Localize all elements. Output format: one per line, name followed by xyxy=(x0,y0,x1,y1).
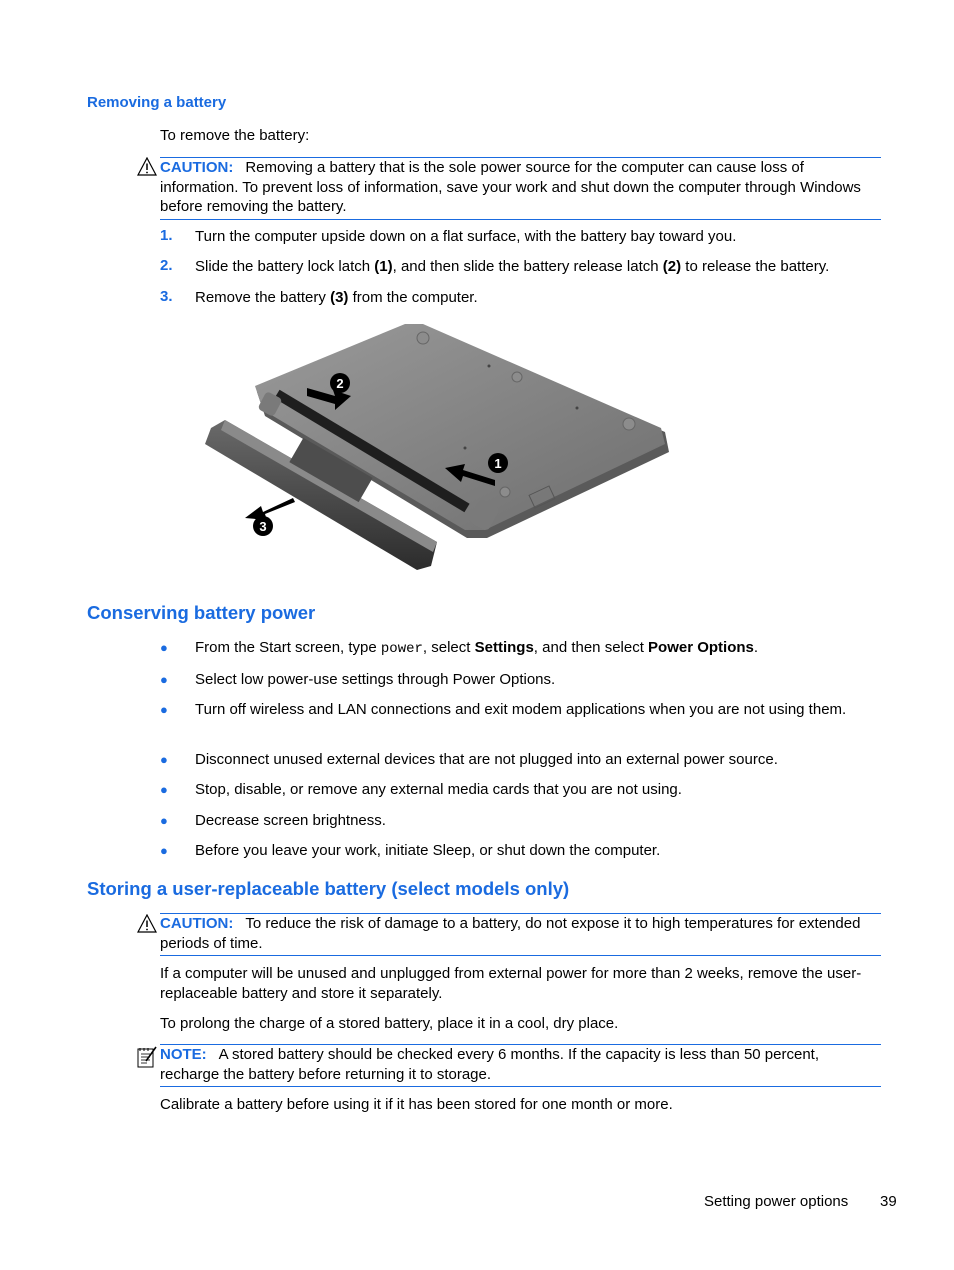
caution-label: CAUTION: xyxy=(160,915,234,932)
power-options-term: Power Options xyxy=(648,639,754,656)
step-text-part: , and then slide the battery release latch xyxy=(392,258,663,275)
step-text: Turn the computer upside down on a flat surface, with the battery bay toward you. xyxy=(195,228,737,245)
bullet-item: Disconnect unused external devices that are not plugged into an external power source. xyxy=(195,751,778,768)
step-text xyxy=(195,288,885,308)
note-callout xyxy=(160,1044,881,1087)
bullet-icon: ● xyxy=(160,843,168,858)
battery-removal-illustration xyxy=(195,320,675,575)
bullet-item xyxy=(195,638,885,660)
bullet-item: Decrease screen brightness. xyxy=(195,812,386,829)
warning-icon xyxy=(137,157,157,176)
bullet-item: Before you leave your work, initiate Sleep, or shut down the computer. xyxy=(195,842,661,859)
bullet-text-part: , select xyxy=(422,639,475,656)
step-text xyxy=(195,257,885,277)
callout-arrow-3 xyxy=(245,498,295,520)
callout-number: 1 xyxy=(494,456,502,471)
bullet-item: Stop, disable, or remove any external media cards that you are not using. xyxy=(195,781,682,798)
bullet-icon: ● xyxy=(160,640,168,655)
heading-conserving-battery: Conserving battery power xyxy=(87,602,316,623)
footer-section-title: Setting power options xyxy=(704,1193,849,1210)
bullet-icon: ● xyxy=(160,702,168,717)
step-number: 1. xyxy=(160,227,173,244)
bullet-icon: ● xyxy=(160,782,168,797)
callout-number: 2 xyxy=(336,376,344,391)
caution-label: CAUTION: xyxy=(160,159,234,176)
bullet-text-part: , and then select xyxy=(533,639,649,656)
heading-removing-battery: Removing a battery xyxy=(87,94,227,111)
code-power: power xyxy=(380,641,423,657)
step-number: 2. xyxy=(160,257,173,274)
caution-callout-storing xyxy=(160,913,881,956)
bullet-icon: ● xyxy=(160,752,168,767)
step-text-part: Slide the battery lock latch xyxy=(195,258,375,275)
bullet-item: Turn off wireless and LAN connections and exit modem applications when you are not using them. xyxy=(195,701,847,718)
paragraph: Calibrate a battery before using it if it has been stored for one month or more. xyxy=(160,1096,673,1113)
bullet-text-part: . xyxy=(753,639,759,656)
step-number: 3. xyxy=(160,288,173,305)
step-bold-ref: (2) xyxy=(662,258,682,275)
intro-text: To remove the battery: xyxy=(160,127,310,144)
paragraph: If a computer will be unused and unplugged from external power for more than 2 weeks, remove the user-replaceable battery and store it separately. xyxy=(160,965,862,1002)
note-label: NOTE: xyxy=(160,1046,207,1063)
note-text: A stored battery should be checked every 6 months. If the capacity is less than 50 percent, recharge the battery before returning it to storage. xyxy=(160,1046,820,1083)
warning-icon xyxy=(137,914,157,933)
bullet-icon: ● xyxy=(160,672,168,687)
bullet-text-part: From the Start screen, type xyxy=(195,639,381,656)
bullet-icon: ● xyxy=(160,813,168,828)
paragraph: To prolong the charge of a stored battery, place it in a cool, dry place. xyxy=(160,1015,619,1032)
callout-number: 3 xyxy=(259,519,267,534)
step-bold-ref: (3) xyxy=(330,289,349,306)
step-text-part: Remove the battery xyxy=(195,289,331,306)
caution-text: To reduce the risk of damage to a battery, do not expose it to high temperatures for extended periods of time. xyxy=(160,915,861,952)
step-text-part: to release the battery. xyxy=(681,258,830,275)
caution-text: Removing a battery that is the sole power source for the computer can cause loss of information. To prevent loss of information, save your work and shut down the computer through Windows before removing the battery. xyxy=(160,159,861,215)
step-text-part: from the computer. xyxy=(348,289,478,306)
note-icon xyxy=(136,1045,158,1069)
settings-term: Settings xyxy=(474,639,534,656)
caution-callout-removing xyxy=(160,157,881,220)
page-number: 39 xyxy=(880,1193,897,1210)
heading-storing-battery: Storing a user-replaceable battery (select models only) xyxy=(87,878,570,899)
bullet-item: Select low power-use settings through Power Options. xyxy=(195,671,556,688)
step-bold-ref: (1) xyxy=(374,258,393,275)
